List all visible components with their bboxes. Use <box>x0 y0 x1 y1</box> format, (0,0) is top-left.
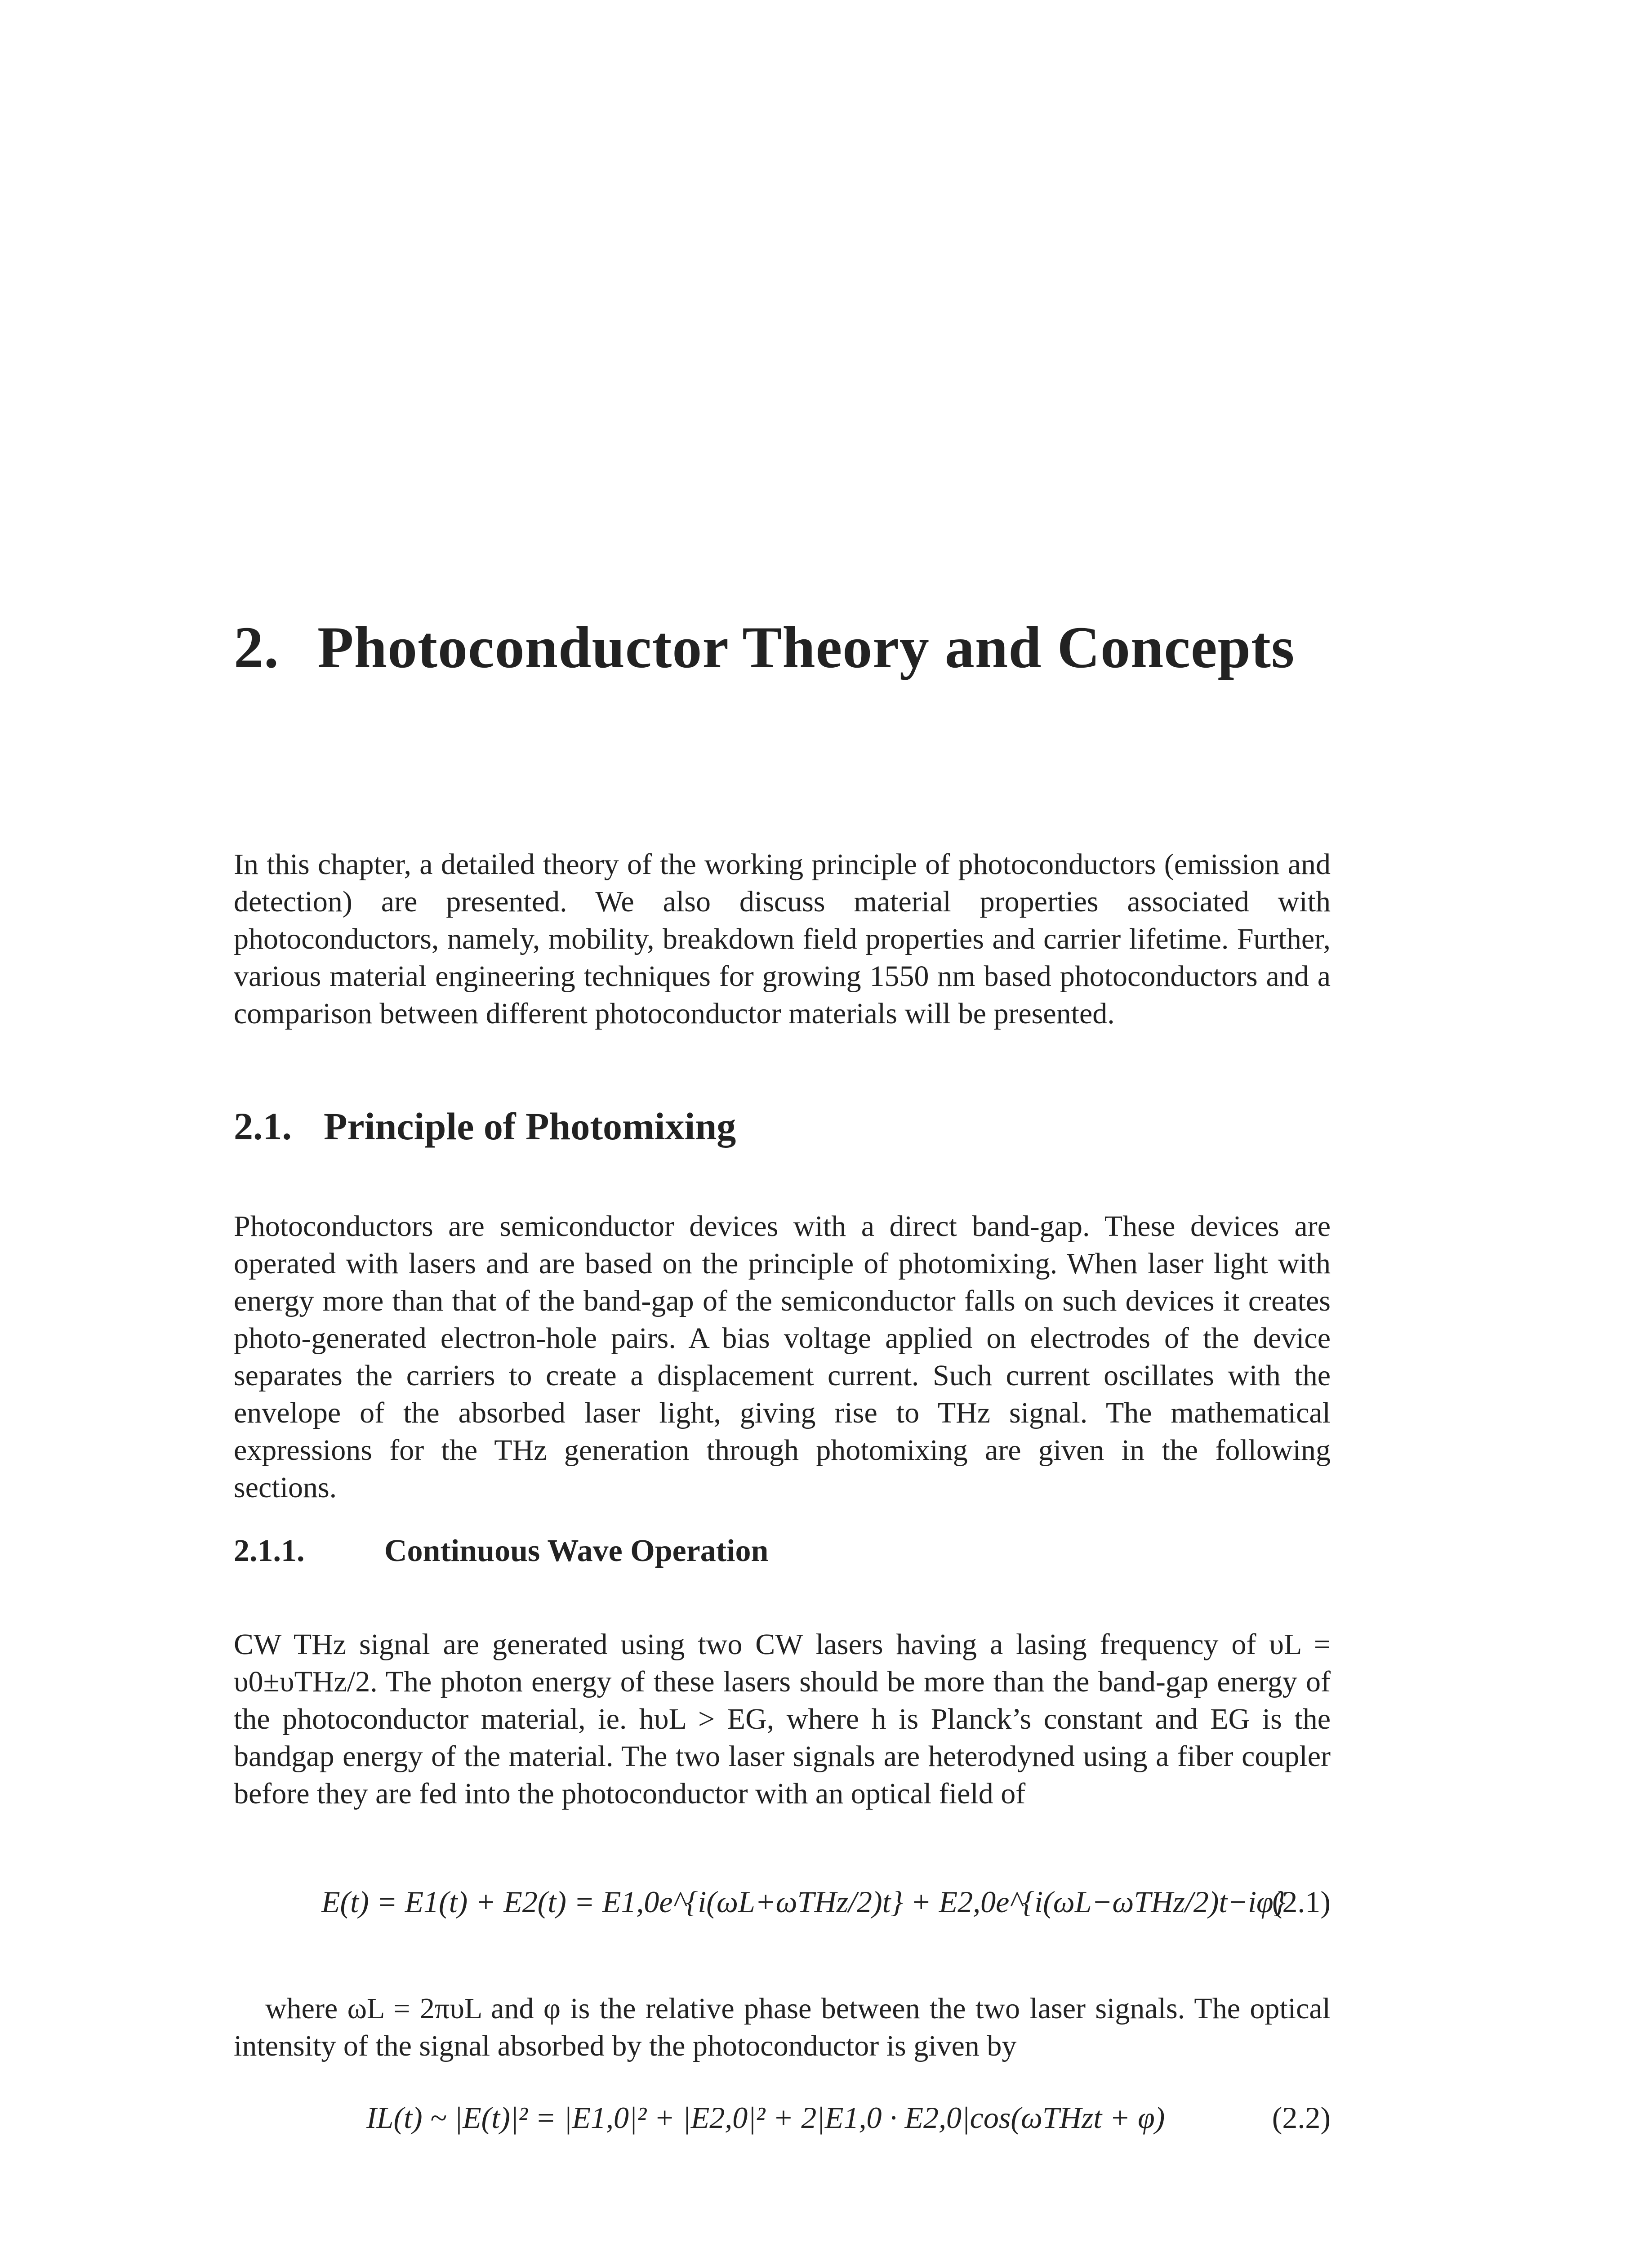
equation-2-2 <box>234 2097 1331 2142</box>
section-heading <box>234 1104 736 1149</box>
subsection-title: Continuous Wave Operation <box>384 1534 769 1568</box>
equation-2-2-number: (2.2) <box>1272 2101 1331 2135</box>
where-paragraph: where ωL = 2πυL and φ is the relative phase between the two laser signals. The optical intensity of the signal absorbed by the photoconductor is given by <box>234 1992 1331 2062</box>
chapter-title: Photoconductor Theory and Concepts <box>317 614 1295 680</box>
section-number: 2.1. <box>234 1105 292 1148</box>
subsection-heading <box>234 1531 768 1571</box>
equation-2-2-expression: IL(t) ~ |E(t)|² = |E1,0|² + |E2,0|² + 2|E1,0 · E2,0|cos(ωTHzt + φ) <box>366 2101 1165 2135</box>
equation-2-1-number: (2.1) <box>1272 1885 1331 1919</box>
section-title: Principle of Photomixing <box>324 1105 736 1148</box>
cw-operation-paragraph: CW THz signal are generated using two CW lasers having a lasing frequency of υL = υ0±υTHz/2. The photon energy of these lasers should be more than the band-gap energy of the photoconductor material, ie. hυL > EG, where h is Planck’s constant and EG is the bandgap energy of the material. The two laser signals are heterodyned using a fiber coupler before they are fed into the photoconductor with an optical field of <box>234 1628 1331 1810</box>
chapter-number: 2. <box>234 614 279 680</box>
intro-paragraph: In this chapter, a detailed theory of the working principle of photoconductors (emission and detection) are presented. We also discuss material properties associated with photoconductors, namely, mobility, breakdown field properties and carrier lifetime. Further, various material engineering techniques for growing 1550 nm based photoconductors and a comparison between different photoconductor materials will be presented. <box>234 848 1331 1030</box>
equation-2-1-expression: E(t) = E1(t) + E2(t) = E1,0e^{i(ωL+ωTHz/2)t} + E2,0e^{i(ωL−ωTHz/2)t−iφ} <box>321 1885 1286 1919</box>
subsection-number: 2.1.1. <box>234 1534 305 1568</box>
equation-2-1 <box>234 1882 1331 1927</box>
photomixing-paragraph: Photoconductors are semiconductor devices with a direct band-gap. These devices are operated with lasers and are based on the principle of photomixing. When laser light with energy more than that of the band-gap of the semiconductor falls on such devices it creates photo-generated electron-hole pairs. A bias voltage applied on electrodes of the device separates the carriers to create a displacement current. Such current oscillates with the envelope of the absorbed laser light, giving rise to THz signal. The mathematical expressions for the THz generation through photomixing are given in the following sections. <box>234 1210 1331 1504</box>
